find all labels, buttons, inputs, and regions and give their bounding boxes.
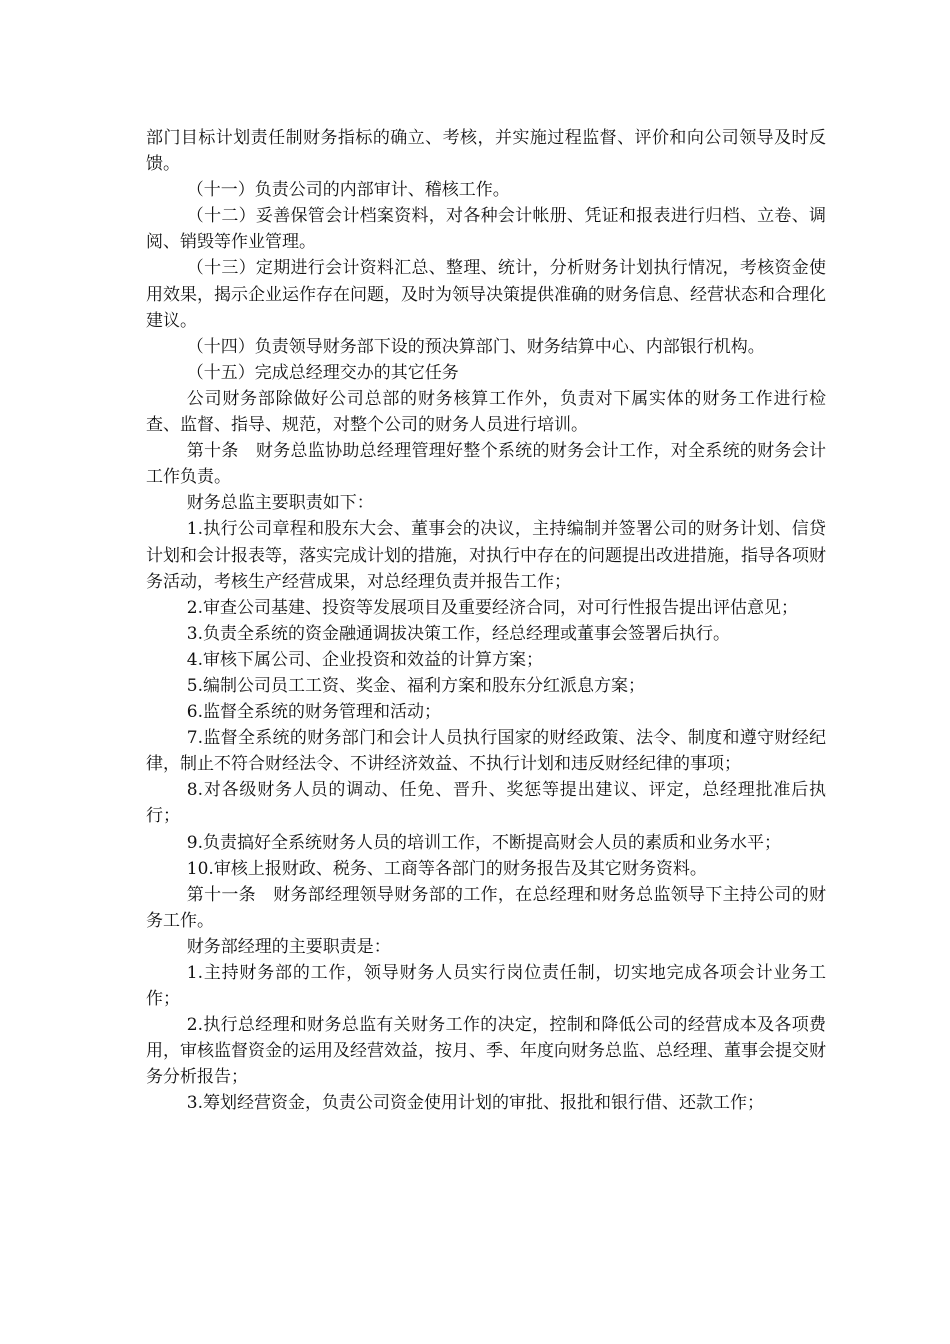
- article-paragraph: 第十一条 财务部经理领导财务部的工作，在总经理和财务总监领导下主持公司的财务工作。: [146, 884, 826, 931]
- paragraph: 财务部经理的主要职责是：: [186, 936, 391, 957]
- paragraph: 部门目标计划责任制财务指标的确立、考核，并实施过程监督、评价和向公司领导及时反馈。: [146, 128, 826, 175]
- paragraph: （十三）定期进行会计资料汇总、整理、统计，分析财务计划执行情况，考核资金使用效果，揭示企业运作存在问题，及时为领导决策提供准确的财务信息、经营状态和合理化建议。: [146, 258, 826, 331]
- list-item: 3.筹划经营资金，负责公司资金使用计划的审批、报批和银行借、还款工作；: [186, 1093, 765, 1114]
- document-body: [146, 125, 826, 1117]
- list-item: 1.执行公司章程和股东大会、董事会的决议，主持编制并签署公司的财务计划、信贷计划和会计报表等，落实完成计划的措施，对执行中存在的问题提出改进措施，指导各项财务活动，考核生产经营成果，对总经理负责并报告工作；: [146, 519, 826, 592]
- paragraph: （十四）负责领导财务部下设的预决算部门、财务结算中心、内部银行机构。: [186, 336, 765, 357]
- list-item: 3.负责全系统的资金融通调拔决策工作，经总经理或董事会签署后执行。: [186, 623, 731, 644]
- paragraph: （十五）完成总经理交办的其它任务: [186, 362, 459, 383]
- list-item: 10.审核上报财政、税务、工商等各部门的财务报告及其它财务资料。: [186, 858, 707, 879]
- list-item: 5.编制公司员工工资、奖金、福利方案和股东分红派息方案；: [186, 675, 646, 696]
- list-item: 6.监督全系统的财务管理和活动；: [186, 702, 442, 723]
- list-item: 8.对各级财务人员的调动、任免、晋升、奖惩等提出建议、评定，总经理批准后执行；: [146, 780, 826, 827]
- article-paragraph: 第十条 财务总监协助总经理管理好整个系统的财务会计工作，对全系统的财务会计工作负责。: [146, 441, 826, 488]
- list-item: 1.主持财务部的工作，领导财务人员实行岗位责任制，切实地完成各项会计业务工作；: [146, 963, 826, 1010]
- paragraph: （十二）妥善保管会计档案资料，对各种会计帐册、凭证和报表进行归档、立卷、调阅、销毁等作业管理。: [146, 206, 826, 253]
- list-item: 2.执行总经理和财务总监有关财务工作的决定，控制和降低公司的经营成本及各项费用，审核监督资金的运用及经营效益，按月、季、年度向财务总监、总经理、董事会提交财务分析报告；: [146, 1015, 826, 1088]
- paragraph: （十一）负责公司的内部审计、稽核工作。: [186, 180, 510, 201]
- list-item: 2.审查公司基建、投资等发展项目及重要经济合同，对可行性报告提出评估意见；: [186, 597, 799, 618]
- paragraph: 财务总监主要职责如下：: [186, 493, 374, 514]
- list-item: 4.审核下属公司、企业投资和效益的计算方案；: [186, 649, 544, 670]
- list-item: 7.监督全系统的财务部门和会计人员执行国家的财经政策、法令、制度和遵守财经纪律，制止不符合财经法令、不讲经济效益、不执行计划和违反财经纪律的事项；: [146, 728, 826, 775]
- paragraph: 公司财务部除做好公司总部的财务核算工作外，负责对下属实体的财务工作进行检查、监督、指导、规范，对整个公司的财务人员进行培训。: [146, 388, 826, 436]
- list-item: 9.负责搞好全系统财务人员的培训工作，不断提高财会人员的素质和业务水平；: [186, 832, 782, 853]
